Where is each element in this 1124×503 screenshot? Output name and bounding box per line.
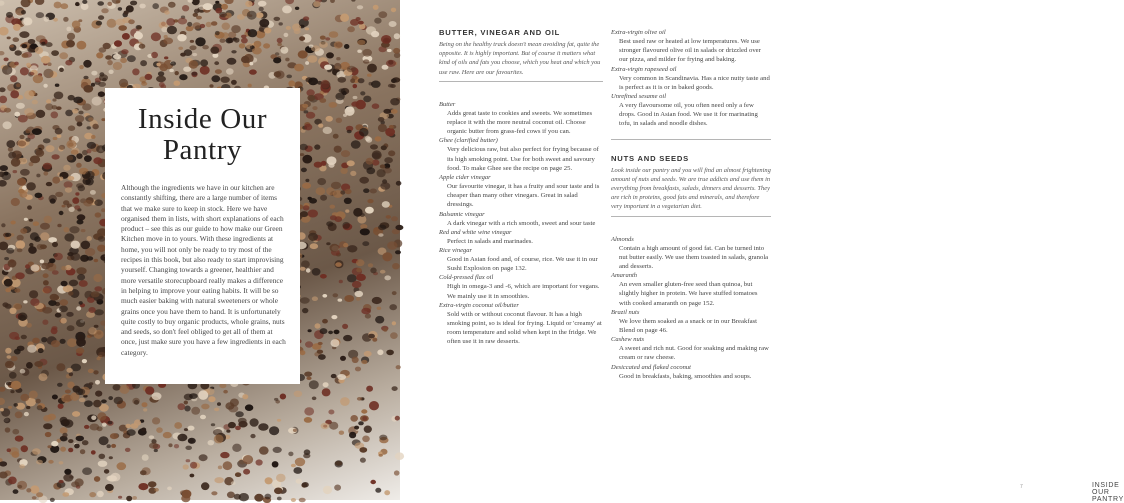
entry-name: Cold-pressed flax oil bbox=[439, 273, 603, 282]
section-heading-butter: BUTTER, VINEGAR AND OIL bbox=[439, 28, 603, 38]
entry-description: A sweet and rich nut. Good for soaking and making raw cream or raw cheese. bbox=[619, 344, 771, 362]
entry-name: Balsamic vinegar bbox=[439, 210, 603, 219]
entry-description: Very delicious raw, but also perfect for frying because of its high smoking point. Use for both sweet and savoury food. To make Ghee see the recipe on page 25. bbox=[447, 145, 603, 173]
entry-description: A dark vinegar with a rich smooth, sweet and sour taste bbox=[447, 219, 603, 228]
entry-description: Contain a high amount of good fat. Can be turned into nut butter easily. We use them toasted in salads, granola and desserts. bbox=[619, 244, 771, 272]
entry-description: Very common in Scandinavia. Has a nice nutty taste and is perfect as it is or in baked goods. bbox=[619, 74, 771, 92]
text-page bbox=[400, 0, 800, 500]
entry-name: Amaranth bbox=[611, 271, 771, 280]
entry-description: Perfect in salads and marinades. bbox=[447, 237, 603, 246]
entry-name: Red and white wine vinegar bbox=[439, 228, 603, 237]
entry-name: Rice vinegar bbox=[439, 246, 603, 255]
entry-name: Desiccated and flaked coconut bbox=[611, 363, 771, 372]
entry-name: Ghee (clarified butter) bbox=[439, 136, 603, 145]
entry-name: Extra-virgin coconut oil/butter bbox=[439, 301, 603, 310]
entry-name: Unrefined sesame oil bbox=[611, 92, 771, 101]
section-divider bbox=[611, 139, 771, 140]
entry-description: Good in breakfasts, baking, smoothies and soups. bbox=[619, 372, 771, 381]
intro-card bbox=[105, 88, 300, 384]
entry-description: An even smaller gluten-free seed than quinoa, but slightly higher in protein. We have stuffed tomatoes with cooked amaranth on page 152. bbox=[619, 280, 771, 308]
butter-entries bbox=[439, 100, 603, 347]
entry-description: Sold with or without coconut flavour. It has a high smoking point, so is ideal for frying. Liquid or 'creamy' at room temperature and solid when kept in the fridge. We often use it in raw desserts. bbox=[447, 310, 603, 347]
section-intro-nuts: Look inside our pantry and you will find an almost frightening amount of nuts and seeds. We are true addicts and use them in everything from breakfasts, salads, dinners and desserts. They are rich in proteins, good fats and minerals, and therefore very important in a vegetarian diet. bbox=[611, 166, 771, 212]
intro-title: Inside Our Pantry bbox=[119, 104, 286, 166]
entry-name: Extra-virgin olive oil bbox=[611, 28, 771, 37]
entry-name: Apple cider vinegar bbox=[439, 173, 603, 182]
section-divider bbox=[611, 216, 771, 217]
entry-description: Best used raw or heated at low temperatures. We use stronger flavoured olive oil in salads or drizzled over our pizza, and milder for frying and baking. bbox=[619, 37, 771, 65]
left-column bbox=[439, 28, 603, 347]
entry-description: We love them soaked as a snack or in our Breakfast Blend on page 46. bbox=[619, 317, 771, 335]
section-intro-butter: Being on the healthy track doesn't mean avoiding fat, quite the opposite. It is highly important. But of course it matters what kind of oils and fats you choose, which you heat and which you use raw. Here are our favourites. bbox=[439, 40, 603, 77]
section-divider bbox=[439, 81, 603, 82]
butter-entries-continued bbox=[611, 28, 771, 129]
entry-description: A very flavoursome oil, you often need only a few drops. Good in Asian food. We use it for marinating tofu, in salads and noodle dishes. bbox=[619, 101, 771, 129]
entry-description: High in omega-3 and -6, which are important for vegans. We mainly use it in smoothies. bbox=[447, 282, 603, 300]
entry-name: Brazil nuts bbox=[611, 308, 771, 317]
entry-name: Extra-virgin rapeseed oil bbox=[611, 65, 771, 74]
entry-description: Adds great taste to cookies and sweets. We sometimes replace it with the more neutral coconut oil. Choose organic butter from grass-fed cows if you can. bbox=[447, 109, 603, 137]
page-number: 7 bbox=[1020, 484, 1023, 490]
entry-name: Almonds bbox=[611, 235, 771, 244]
right-column bbox=[611, 28, 771, 381]
entry-name: Butter bbox=[439, 100, 603, 109]
intro-body: Although the ingredients we have in our kitchen are constantly shifting, there are a large number of items that we make sure to keep in stock. Here we have organised them in lists, with short explanations of each product – see this as our guide to how make our Green Kitchen move in to yours. With these ingredients at home, you will not only be ready to try most of the recipes in this book, but also ready to start improvising yourself. Changing towards a greener, healthier and more versatile storecupboard really makes a difference in helping to improve your eating habits. It will be so much easier baking with natural sweeteners or whole grains once you have them to hand. It is unfortunately quite costly to buy organic products, whole grains, nuts and seeds, so don't feel obliged to get all of them at once, just make sure you have a few ingredients in each category. bbox=[121, 183, 288, 358]
section-heading-nuts: NUTS AND SEEDS bbox=[611, 154, 771, 164]
running-title: INSIDE OUR PANTRY bbox=[1092, 482, 1124, 503]
quinoa-photo-page bbox=[0, 0, 400, 500]
entry-description: Our favourite vinegar, it has a fruity and sour taste and is cheaper than many other vinegars. Great in salad dressings. bbox=[447, 182, 603, 210]
entry-description: Good in Asian food and, of course, rice. We use it in our Sushi Explosion on page 132. bbox=[447, 255, 603, 273]
nuts-entries bbox=[611, 235, 771, 381]
entry-name: Cashew nuts bbox=[611, 335, 771, 344]
